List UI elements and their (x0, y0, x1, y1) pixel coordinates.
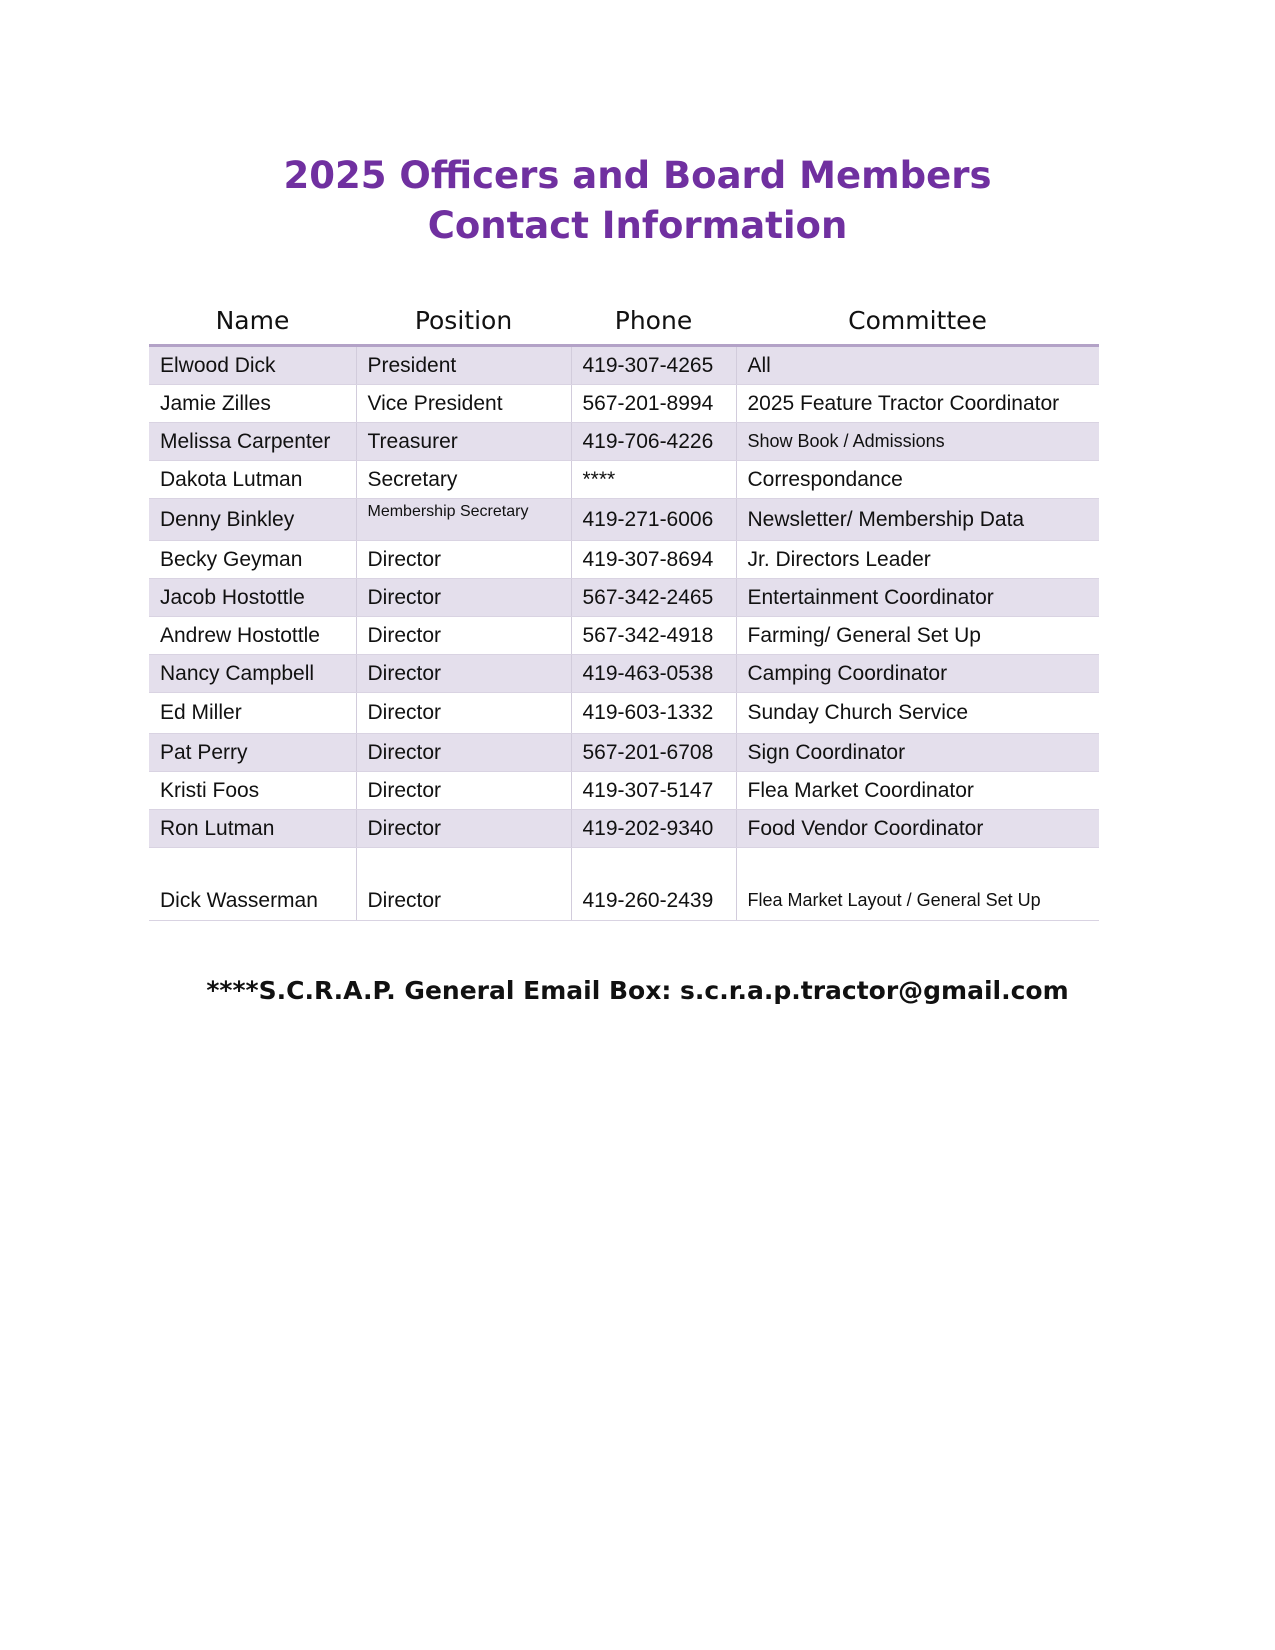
cell-position: Director (356, 579, 571, 617)
cell-position: President (356, 346, 571, 385)
cell-phone: 419-260-2439 (571, 848, 736, 921)
table-row (149, 772, 1099, 810)
cell-phone: 419-202-9340 (571, 810, 736, 848)
general-email-note: ****S.C.R.A.P. General Email Box: s.c.r.a.p.tractor@gmail.com (206, 976, 1069, 1005)
cell-committee: Show Book / Admissions (736, 423, 1099, 461)
cell-name: Pat Perry (149, 734, 356, 772)
cell-name: Dick Wasserman (149, 848, 356, 921)
cell-committee: Correspondance (736, 461, 1099, 499)
table-row (149, 655, 1099, 693)
cell-phone: 419-307-4265 (571, 346, 736, 385)
table-row (149, 617, 1099, 655)
cell-committee: Camping Coordinator (736, 655, 1099, 693)
cell-name: Jacob Hostottle (149, 579, 356, 617)
cell-committee: Jr. Directors Leader (736, 541, 1099, 579)
contact-table (149, 297, 1099, 921)
page-title: 2025 Officers and Board Members (283, 154, 992, 197)
table-row (149, 734, 1099, 772)
table-row (149, 385, 1099, 423)
cell-position: Director (356, 734, 571, 772)
cell-position: Director (356, 693, 571, 734)
column-header-committee: Committee (736, 297, 1099, 346)
cell-phone: 419-271-6006 (571, 499, 736, 541)
cell-name: Kristi Foos (149, 772, 356, 810)
cell-committee: Sign Coordinator (736, 734, 1099, 772)
cell-phone: 419-603-1332 (571, 693, 736, 734)
column-header-name: Name (149, 297, 356, 346)
table-row (149, 461, 1099, 499)
table-row (149, 810, 1099, 848)
cell-position: Director (356, 848, 571, 921)
cell-position: Vice President (356, 385, 571, 423)
cell-position: Director (356, 810, 571, 848)
cell-committee: 2025 Feature Tractor Coordinator (736, 385, 1099, 423)
cell-phone: 419-463-0538 (571, 655, 736, 693)
cell-position: Membership Secretary (356, 499, 571, 541)
table-row (149, 693, 1099, 734)
cell-name: Dakota Lutman (149, 461, 356, 499)
cell-position: Director (356, 772, 571, 810)
cell-position: Treasurer (356, 423, 571, 461)
cell-name: Ron Lutman (149, 810, 356, 848)
cell-name: Ed Miller (149, 693, 356, 734)
table-row (149, 848, 1099, 921)
cell-name: Andrew Hostottle (149, 617, 356, 655)
table-row (149, 346, 1099, 385)
cell-position: Director (356, 655, 571, 693)
cell-name: Elwood Dick (149, 346, 356, 385)
cell-name: Denny Binkley (149, 499, 356, 541)
table-row (149, 541, 1099, 579)
cell-phone: 567-201-8994 (571, 385, 736, 423)
cell-committee: Farming/ General Set Up (736, 617, 1099, 655)
cell-committee: Food Vendor Coordinator (736, 810, 1099, 848)
cell-phone: 419-307-8694 (571, 541, 736, 579)
cell-phone: **** (571, 461, 736, 499)
table-row (149, 499, 1099, 541)
cell-phone: 567-342-4918 (571, 617, 736, 655)
cell-committee: Flea Market Layout / General Set Up (736, 848, 1099, 921)
table-header-row (149, 297, 1099, 346)
cell-position: Secretary (356, 461, 571, 499)
page-subtitle: Contact Information (427, 204, 848, 247)
table-row (149, 579, 1099, 617)
cell-position: Director (356, 541, 571, 579)
cell-phone: 419-307-5147 (571, 772, 736, 810)
cell-committee: Entertainment Coordinator (736, 579, 1099, 617)
table-row (149, 423, 1099, 461)
cell-committee: All (736, 346, 1099, 385)
cell-name: Melissa Carpenter (149, 423, 356, 461)
cell-name: Jamie Zilles (149, 385, 356, 423)
cell-phone: 567-342-2465 (571, 579, 736, 617)
cell-position: Director (356, 617, 571, 655)
cell-name: Nancy Campbell (149, 655, 356, 693)
column-header-phone: Phone (571, 297, 736, 346)
cell-name: Becky Geyman (149, 541, 356, 579)
column-header-position: Position (356, 297, 571, 346)
cell-committee: Sunday Church Service (736, 693, 1099, 734)
cell-phone: 567-201-6708 (571, 734, 736, 772)
cell-committee: Flea Market Coordinator (736, 772, 1099, 810)
cell-committee: Newsletter/ Membership Data (736, 499, 1099, 541)
cell-phone: 419-706-4226 (571, 423, 736, 461)
